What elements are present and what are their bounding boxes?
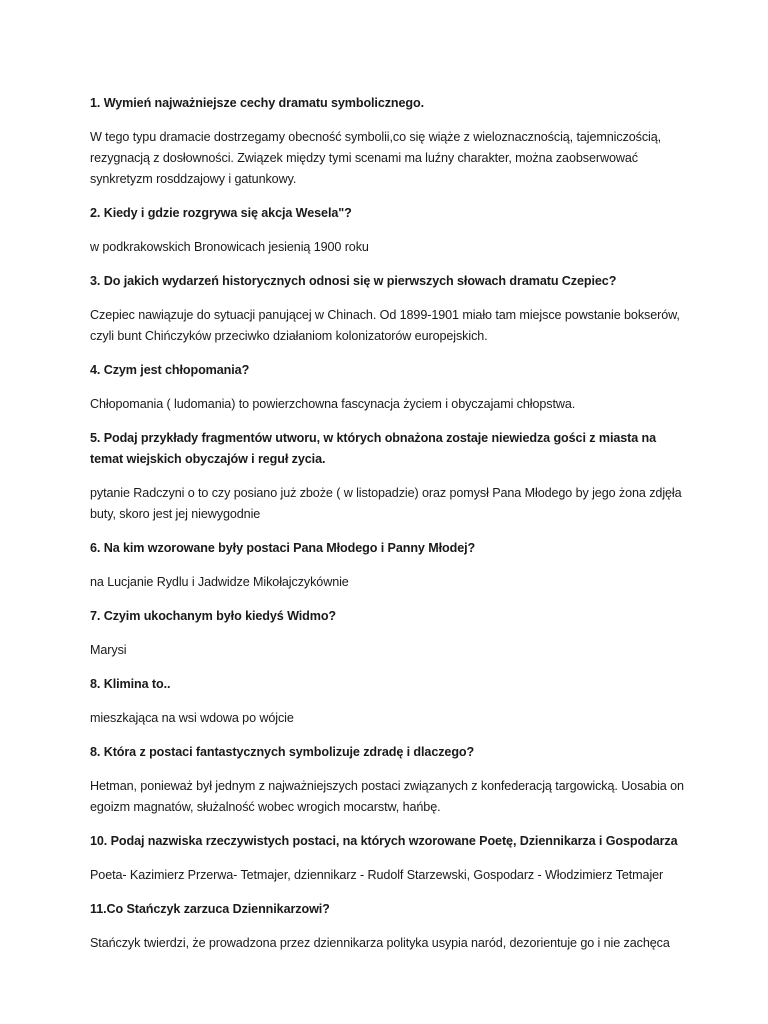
answer-1: W tego typu dramacie dostrzegamy obecność symbolii,co się wiąże z wieloznacznością, tajemniczością, rezygnacją z dosłowności. Związek między tymi scenami ma luźny charakter, można zaobserwować synkretyzm rosddzajowy i gatunkowy. (90, 130, 662, 186)
question-9: 8. Która z postaci fantastycznych symbolizuje zdradę i dlaczego? (90, 745, 475, 759)
qa-item-8 (90, 674, 690, 729)
answer-9: Hetman, ponieważ był jednym z najważniejszych postaci związanych z konfederacją targowicką. Uosabia on egoizm magnatów, służalność wobec wrogich mocarstw, hańbę. (90, 779, 684, 814)
answer-10: Poeta- Kazimierz Przerwa- Tetmajer, dziennikarz - Rudolf Starzewski, Gospodarz - Włodzimierz Tetmajer (90, 868, 664, 882)
qa-item-1 (90, 93, 690, 190)
question-3: 3. Do jakich wydarzeń historycznych odnosi się w pierwszych słowach dramatu Czepiec? (90, 274, 617, 288)
question-10: 10. Podaj nazwiska rzeczywistych postaci, na których wzorowane Poetę, Dziennikarza i Gospodarza (90, 834, 678, 848)
qa-item-10 (90, 831, 690, 886)
qa-item-4 (90, 360, 690, 415)
answer-11: Stańczyk twierdzi, że prowadzona przez dziennikarza polityka usypia naród, dezorientuje go i nie zachęca (90, 936, 670, 950)
qa-item-2 (90, 203, 690, 258)
answer-4: Chłopomania ( ludomania) to powierzchowna fascynacja życiem i obyczajami chłopstwa. (90, 397, 576, 411)
question-7: 7. Czyim ukochanym było kiedyś Widmo? (90, 609, 337, 623)
qa-item-9 (90, 742, 690, 818)
question-1: 1. Wymień najważniejsze cechy dramatu symbolicznego. (90, 96, 425, 110)
qa-item-7 (90, 606, 690, 661)
question-5: 5. Podaj przykłady fragmentów utworu, w których obnażona zostaje niewiedza gości z miasta na temat wiejskich obyczajów i reguł zycia. (90, 431, 657, 466)
answer-3: Czepiec nawiązuje do sytuacji panującej w Chinach. Od 1899-1901 miało tam miejsce powstanie bokserów, czyli bunt Chińczyków przeciwko działaniom kolonizatorów europejskich. (90, 308, 680, 343)
answer-7: Marysi (90, 643, 127, 657)
answer-8: mieszkająca na wsi wdowa po wójcie (90, 711, 294, 725)
question-11: 11.Co Stańczyk zarzuca Dziennikarzowi? (90, 902, 330, 916)
question-4: 4. Czym jest chłopomania? (90, 363, 250, 377)
qa-item-6 (90, 538, 690, 593)
answer-6: na Lucjanie Rydlu i Jadwidze Mikołajczykównie (90, 575, 349, 589)
question-2: 2. Kiedy i gdzie rozgrywa się akcja Wesela"? (90, 206, 352, 220)
document-page (90, 93, 690, 967)
answer-2: w podkrakowskich Bronowicach jesienią 1900 roku (90, 240, 369, 254)
question-6: 6. Na kim wzorowane były postaci Pana Młodego i Panny Młodej? (90, 541, 476, 555)
qa-item-11 (90, 899, 690, 954)
question-8: 8. Klimina to.. (90, 677, 171, 691)
qa-item-5 (90, 428, 690, 525)
qa-item-3 (90, 271, 690, 347)
answer-5: pytanie Radczyni o to czy posiano już zboże ( w listopadzie) oraz pomysł Pana Młodego by jego żona zdjęła buty, skoro jest jej niewygodnie (90, 486, 682, 521)
